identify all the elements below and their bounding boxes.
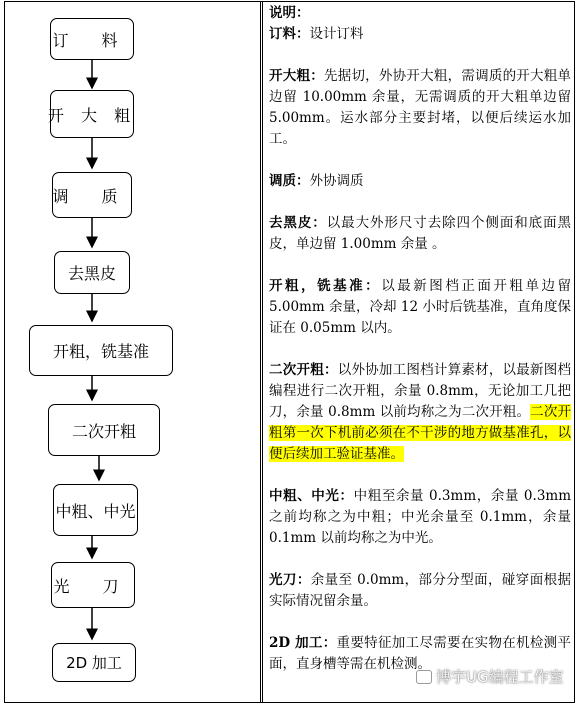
note-rough-cut: 开大粗：先据切，外协开大粗，需调质的开大粗单边留 10.00mm 余量，无需调质的开大粗单边留 5.00mm。运水部分主要封堵，以便后续运水加工。: [269, 68, 572, 147]
step-finish-cut: 光 刀: [51, 562, 135, 608]
notes-panel: [269, 3, 571, 675]
highlight-datum-hole: 二次开粗第一次下机前必须在不干涉的地方做基准孔，以便后续加工验证基准。: [269, 404, 572, 462]
step-semi-finish: 中粗、中光: [53, 484, 138, 536]
step-rough-mill-datum: 开粗，铣基准: [29, 325, 173, 376]
notes-header: 说明：: [269, 5, 310, 21]
note-2d-machining: 2D 加工：重要特征加工尽需要在实物在机检测平面，直身槽等需在机检测。: [269, 635, 571, 672]
step-rough-cut: 开 大 粗: [50, 90, 134, 138]
step-second-roughing: 二次开粗: [48, 404, 160, 456]
note-finish-cut: 光刀：余量至 0.0mm，部分分型面，碰穿面根据实际情况留余量。: [269, 572, 572, 609]
step-2d-machining: 2D 加工: [52, 643, 136, 682]
note-order-material: 订料：设计订料: [269, 26, 364, 42]
note-second-roughing: 二次开粗：以外协加工图档计算素材，以最新图档编程进行二次开粗，余量 0.8mm，无论加工几把刀，余量 0.8mm 以前均称之为二次开粗。二次开粗第一次下机前必须在不干涉的地方做基准孔，以便后续加工验证基准。: [269, 362, 572, 462]
step-remove-scale: 去黑皮: [54, 251, 130, 294]
note-heat-treatment: 调质：外协调质: [269, 173, 364, 189]
column-divider-inner: [262, 1, 263, 703]
column-divider: [260, 1, 261, 703]
watermark-text: 博宇UG编程工作室: [436, 668, 564, 686]
wechat-logo-icon: [416, 670, 432, 684]
step-order-material: 订 料: [50, 18, 134, 60]
note-remove-scale: 去黑皮：以最大外形尺寸去除四个侧面和底面黑皮，单边留 1.00mm 余量 。: [269, 215, 572, 252]
note-rough-mill-datum: 开粗，铣基准：以最新图档正面开粗单边留 5.00mm 余量，冷却 12 小时后铣基准，直角度保证在 0.05mm 以内。: [269, 278, 572, 336]
step-heat-treatment: 调 质: [52, 172, 132, 218]
note-semi-finish: 中粗、中光：中粗至余量 0.3mm，余量 0.3mm 之前均称之为中粗；中光余量至 0.1mm，余量 0.1mm 以前均称之为中光。: [269, 488, 572, 546]
watermark: [416, 666, 564, 687]
